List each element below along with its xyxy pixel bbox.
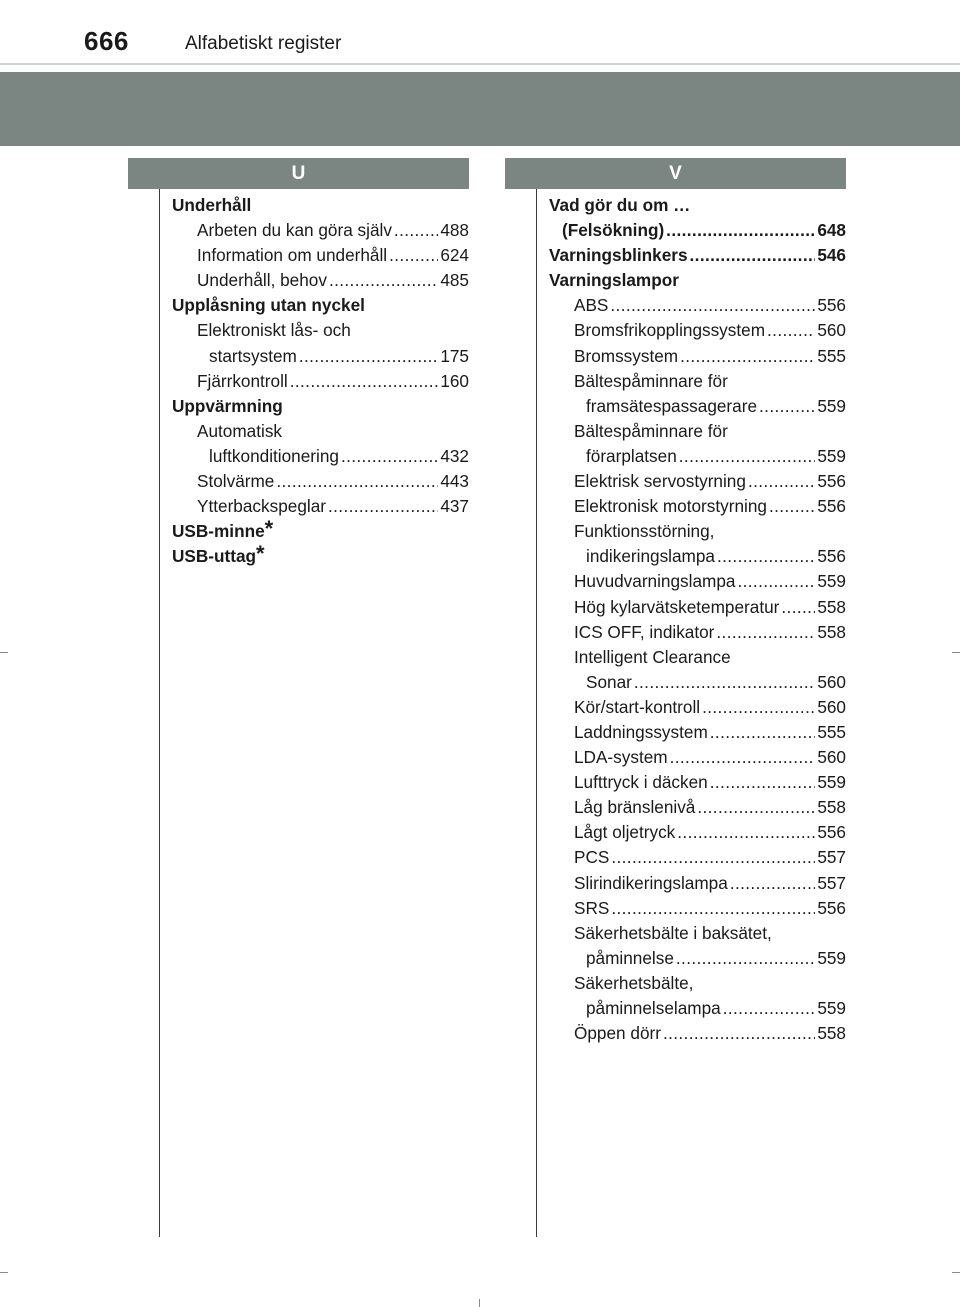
index-entry [549,318,846,343]
index-entry-text: framsätespassagerare [586,395,758,416]
index-list-v [549,193,846,1046]
index-entry [172,218,469,243]
page-ref: 560 [817,696,846,717]
index-entry-text: Slirindikeringslampa [574,872,728,893]
dot-leader [290,369,439,394]
index-entry [549,770,846,795]
index-entry-text: Huvudvarningslampa [574,571,736,592]
page-ref: 488 [440,220,469,241]
crop-mark [0,652,8,653]
dot-leader [710,770,816,795]
page-ref: 555 [817,721,846,742]
index-entry-text: Arbeten du kan göra själv [197,220,392,241]
index-entry-text: påminnelselampa [586,998,721,1018]
index-entry [549,946,846,971]
index-entry [549,544,846,569]
crop-mark [0,1272,8,1273]
index-entry [549,795,846,820]
page-ref: 437 [440,496,469,517]
index-entry-text: PCS [574,847,610,868]
column-rule [159,189,160,1237]
index-entry-text: Bältespåminnare för [574,370,728,391]
index-entry-text: (Felsökning) [562,220,665,241]
dot-leader [611,896,815,921]
index-entry [549,595,846,620]
dot-leader [737,569,815,594]
page-ref: 558 [817,1023,846,1044]
index-entry [549,921,846,946]
dot-leader [389,243,438,268]
index-entry [549,494,846,519]
page-ref: 559 [817,998,846,1018]
index-entry [172,469,469,494]
page-ref: 560 [817,320,846,341]
index-entry-text: Kör/start-kontroll [574,696,701,717]
dot-leader [394,218,438,243]
page-ref: 546 [817,245,846,266]
index-entry-text: Lågt oljetryck [574,822,676,843]
index-entry-text: ICS OFF, indikator [574,621,715,642]
index-entry-text: Elektrisk servostyrning [574,471,746,492]
index-entry-text: Intelligent Clearance [574,646,731,667]
page-ref: 560 [817,747,846,768]
dot-leader [759,394,815,419]
index-entry [549,469,846,494]
index-entry [549,1021,846,1046]
index-entry-text: förarplatsen [586,445,677,466]
dot-leader [781,595,815,620]
dot-leader [717,544,815,569]
index-entry [172,344,469,369]
dot-leader [679,444,816,469]
index-entry-text: påminnelse [586,947,674,968]
index-entry-text: luftkonditionering [209,445,339,466]
index-entry-text: Stolvärme [197,471,275,492]
index-entry-text: USB-minne [172,521,265,542]
dot-leader [329,268,438,293]
page-title: Alfabetiskt register [185,33,342,54]
index-entry [549,871,846,896]
index-entry-text: Ytterbackspeglar [197,496,326,517]
index-entry-text: startsystem [209,345,297,366]
page-ref: 556 [817,496,846,517]
section-letter: V [669,163,682,184]
index-entry [172,268,469,293]
index-entry [172,394,469,419]
dot-leader [723,996,816,1021]
dot-leader [767,318,815,343]
crop-mark [952,652,960,653]
index-entry-text: Säkerhetsbälte i baksätet, [574,922,772,943]
index-entry [549,695,846,720]
dot-leader [341,444,438,469]
index-entry-text: Vad gör du om … [549,195,691,215]
index-entry [172,369,469,394]
page-number: 666 [84,26,129,56]
index-entry-text: Varningsblinkers [549,245,688,266]
page-ref: 160 [440,370,469,391]
index-entry [549,820,846,845]
index-entry [549,193,846,218]
dot-leader [676,946,815,971]
index-entry-text: Säkerhetsbälte, [574,972,694,993]
index-entry-text: USB-uttag [172,546,257,567]
index-entry-text: Bältespåminnare för [574,420,728,441]
index-entry [549,670,846,695]
index-entry-text: Låg bränslenivå [574,797,696,818]
page-ref: 557 [817,872,846,893]
index-entry-text: Upplåsning utan nyckel [172,295,365,316]
page-ref: 557 [817,847,846,868]
page-ref: 559 [817,772,846,793]
dot-leader [611,845,815,870]
dot-leader [634,670,815,695]
dot-leader [690,243,816,268]
index-entry-text: SRS [574,897,610,918]
index-entry [172,293,469,318]
dot-leader [697,795,815,820]
dot-leader [328,494,438,519]
dot-leader [716,620,815,645]
index-entry-text: Öppen dörr [574,1023,661,1044]
dot-leader [610,293,815,318]
dot-leader [299,344,438,369]
page-ref: 556 [817,295,846,316]
dot-leader [670,745,816,770]
index-entry-text: Underhåll [172,195,252,215]
index-entry-text: Laddningssystem [574,721,708,742]
index-entry [172,318,469,343]
index-entry [549,419,846,444]
index-entry [549,394,846,419]
index-entry [549,268,846,293]
section-header-v [505,158,846,189]
page-ref: 559 [817,445,846,466]
dot-leader [710,720,816,745]
index-entry [549,971,846,996]
index-entry [549,444,846,469]
index-list-u [172,193,469,569]
index-entry [172,494,469,519]
index-entry [172,243,469,268]
dot-leader [730,871,816,896]
index-entry [549,745,846,770]
page-ref: 432 [440,445,469,466]
dot-leader [677,820,815,845]
index-entry [549,645,846,670]
dot-leader [666,218,815,243]
dot-leader [680,344,815,369]
index-entry [549,845,846,870]
page-ref: 443 [440,471,469,492]
page-ref: 555 [817,345,846,366]
index-entry [549,519,846,544]
page-ref: 485 [440,270,469,291]
crop-mark [952,1272,960,1273]
index-entry-text: Underhåll, behov [197,270,327,291]
page-ref: 560 [817,671,846,692]
section-letter: U [291,163,306,184]
index-entry [549,996,846,1021]
dot-leader [769,494,815,519]
page-ref: 556 [817,471,846,492]
dot-leader [748,469,815,494]
page-ref: 559 [817,947,846,968]
index-entry-text: indikeringslampa [586,546,715,567]
index-entry-text: ABS [574,295,609,316]
index-entry-text: Sonar [586,671,632,692]
dot-leader [702,695,815,720]
page-ref: 558 [817,797,846,818]
index-entry [549,293,846,318]
index-entry-text: Hög kylarvätsketemperatur [574,596,780,617]
index-entry [549,344,846,369]
page-ref: 556 [817,546,846,567]
index-entry [549,620,846,645]
index-entry: USB-minne * [172,519,469,544]
index-entry [172,419,469,444]
index-entry-text: Information om underhåll [197,245,388,266]
index-entry [172,193,469,218]
index-entry-text: Varningslampor [549,270,679,291]
index-entry-text: Elektronisk motorstyrning [574,496,767,517]
page-ref: 624 [440,245,469,266]
index-entry-text: LDA-system [574,747,668,768]
index-entry-text: Fjärrkontroll [197,370,288,391]
index-entry-text: Bromssystem [574,345,679,366]
page-ref: 558 [817,596,846,617]
dot-leader [663,1021,815,1046]
page-ref: 558 [817,621,846,642]
index-entry-text: Automatisk [197,420,283,441]
header-rule [0,63,960,65]
index-entry [549,896,846,921]
page-ref: 175 [440,345,469,366]
page-ref: 648 [817,220,846,241]
index-entry: USB-uttag * [172,544,469,569]
index-entry-text: Funktionsstörning, [574,521,715,542]
page-ref: 556 [817,897,846,918]
page-ref: 559 [817,395,846,416]
page-ref: 556 [817,822,846,843]
index-entry-text: Uppvärmning [172,395,283,416]
dot-leader [276,469,438,494]
column-rule [536,189,537,1237]
index-entry [549,243,846,268]
section-header-u [128,158,469,189]
index-entry-text: Elektroniskt lås- och [197,320,351,341]
crop-mark [479,1299,480,1307]
index-entry [549,720,846,745]
page-header [0,0,960,64]
index-entry-text: Lufttryck i däcken [574,772,708,793]
index-entry [549,569,846,594]
header-band [0,72,960,146]
index-entry [549,369,846,394]
page-ref: 559 [817,571,846,592]
index-entry [549,218,846,243]
index-entry-text: Bromsfrikopplingssystem [574,320,766,341]
index-entry [172,444,469,469]
